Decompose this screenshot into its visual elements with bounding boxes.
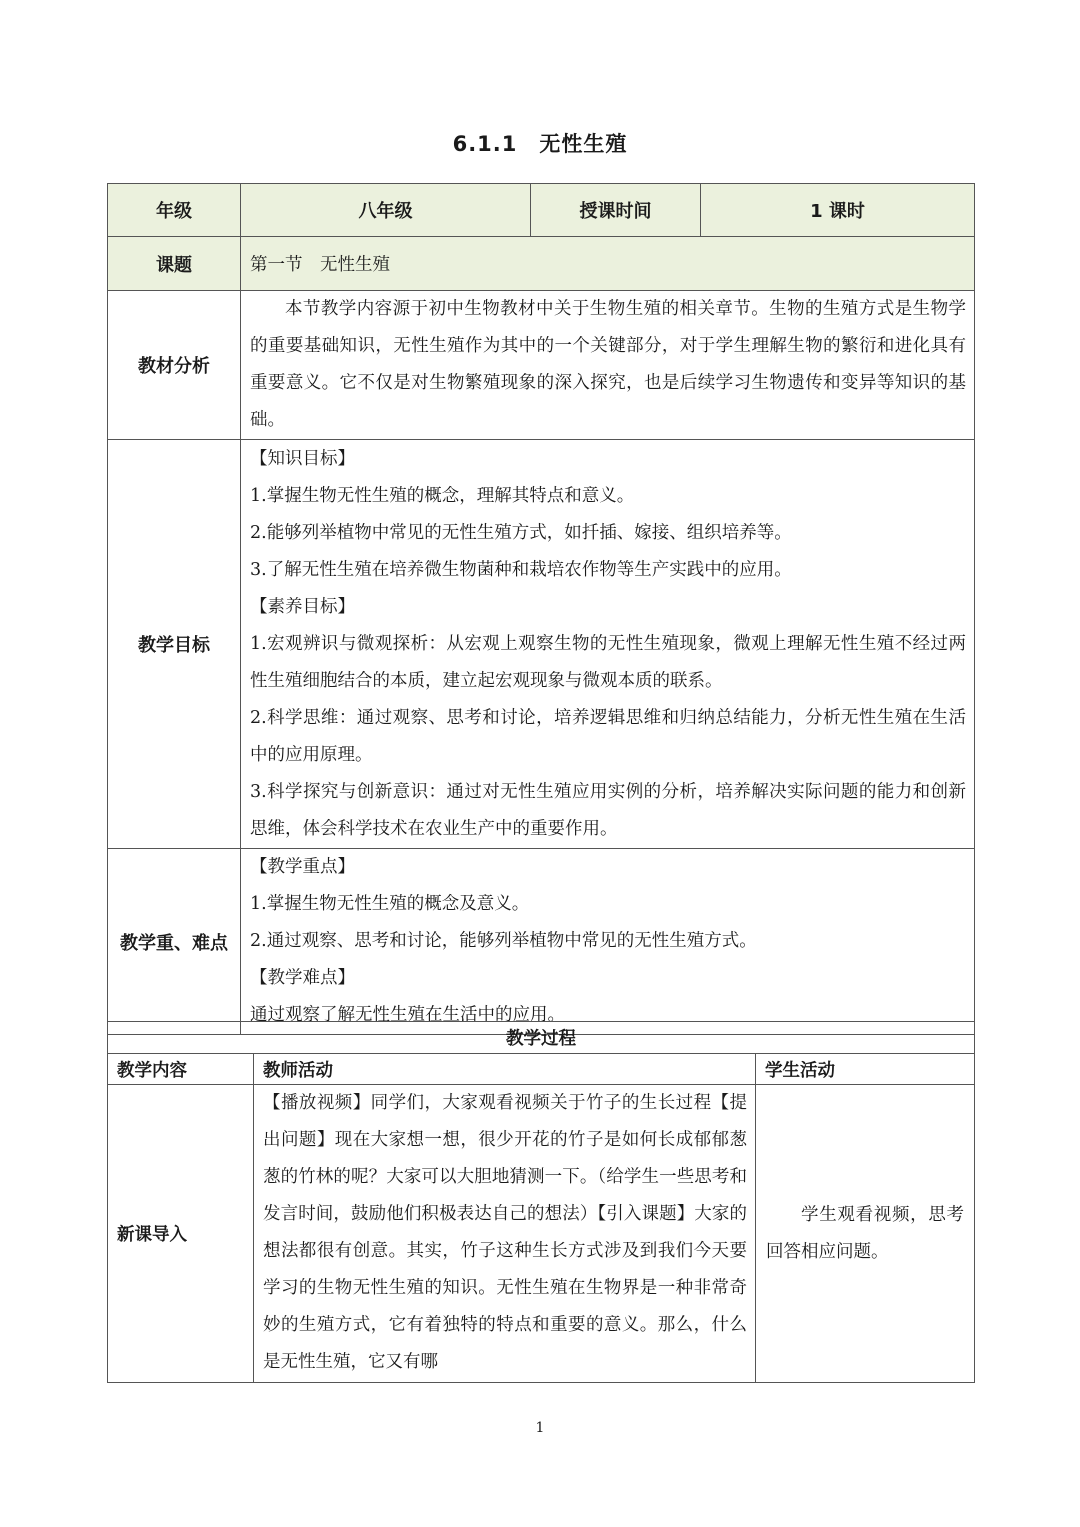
- lesson-plan-table: [107, 183, 975, 1035]
- keypoints-text: [241, 849, 975, 1035]
- keypoints-row: [108, 849, 975, 1035]
- keypoint-line: 2.通过观察、思考和讨论，能够列举植物中常见的无性生殖方式。: [250, 931, 757, 951]
- objective-line: 【知识目标】: [250, 448, 355, 469]
- time-value: 1 课时: [701, 184, 975, 237]
- page-number: 1: [535, 1420, 545, 1436]
- teaching-process-table: [107, 1021, 975, 1383]
- objective-line: 2.科学思维：通过观察、思考和讨论，培养逻辑思维和归纳总结能力，分析无性生殖在生活中的应用原理。: [250, 707, 966, 765]
- topic-row: [108, 237, 975, 291]
- topic-value: 第一节 无性生殖: [241, 237, 975, 291]
- col-teacher-header: 教师活动: [254, 1054, 756, 1085]
- objectives-text: [241, 440, 975, 849]
- objective-line: 1.宏观辨识与微观探析：从宏观上观察生物的无性生殖现象，微观上理解无性生殖不经过两性生殖细胞结合的本质，建立起宏观现象与微观本质的联系。: [250, 633, 966, 691]
- keypoints-label: 教学重、难点: [108, 849, 241, 1035]
- analysis-paragraph: 本节教学内容源于初中生物教材中关于生物生殖的相关章节。生物的生殖方式是生物学的重要基础知识，无性生殖作为其中的一个关键部分，对于学生理解生物的繁衍和进化具有重要意义。它不仅是对生物繁殖现象的深入探究，也是后续学习生物遗传和变异等知识的基础。: [250, 299, 966, 430]
- process-teacher: [254, 1085, 756, 1383]
- keypoint-line: 通过观察了解无性生殖在生活中的应用。: [250, 1005, 565, 1025]
- objectives-label: 教学目标: [108, 440, 241, 849]
- process-title-row: [108, 1022, 975, 1054]
- col-content-header: 教学内容: [108, 1054, 254, 1085]
- process-content: 新课导入: [108, 1085, 254, 1383]
- time-label: 授课时间: [531, 184, 701, 237]
- process-header-row: [108, 1054, 975, 1085]
- keypoint-line: 【教学难点】: [250, 968, 355, 988]
- objectives-row: [108, 440, 975, 849]
- objective-line: 2.能够列举植物中常见的无性生殖方式，如扦插、嫁接、组织培养等。: [250, 522, 792, 543]
- analysis-text: [241, 291, 975, 440]
- objective-line: 3.了解无性生殖在培养微生物菌种和栽培农作物等生产实践中的应用。: [250, 559, 792, 580]
- grade-value: 八年级: [241, 184, 531, 237]
- objective-line: 3.科学探究与创新意识：通过对无性生殖应用实例的分析，培养解决实际问题的能力和创新思维，体会科学技术在农业生产中的重要作用。: [250, 781, 966, 839]
- col-student-header: 学生活动: [756, 1054, 975, 1085]
- analysis-label: 教材分析: [108, 291, 241, 440]
- objective-line: 【素养目标】: [250, 596, 355, 617]
- teacher-activity-text: 【播放视频】同学们，大家观看视频关于竹子的生长过程【提出问题】现在大家想一想，很少开花的竹子是如何长成郁郁葱葱的竹林的呢？大家可以大胆地猜测一下。（给学生一些思考和发言时间，鼓励他们积极表达自己的想法）【引入课题】大家的想法都很有创意。其实，竹子这种生长方式涉及到我们今天要学习的生物无性生殖的知识。无性生殖在生物界是一种非常奇妙的生殖方式，它有着独特的特点和重要的意义。那么，什么是无性生殖，它又有哪: [263, 1093, 747, 1372]
- analysis-row: [108, 291, 975, 440]
- student-activity-text: 学生观看视频，思考回答相应问题。: [766, 1204, 965, 1262]
- process-student: [756, 1085, 975, 1383]
- grade-row: [108, 184, 975, 237]
- process-row: [108, 1085, 975, 1383]
- process-title: 教学过程: [108, 1022, 975, 1054]
- keypoint-line: 1.掌握生物无性生殖的概念及意义。: [250, 894, 530, 914]
- grade-label: 年级: [108, 184, 241, 237]
- objective-line: 1.掌握生物无性生殖的概念，理解其特点和意义。: [250, 485, 635, 506]
- page-title: 6.1.1 无性生殖: [452, 132, 628, 156]
- topic-label: 课题: [108, 237, 241, 291]
- keypoint-line: 【教学重点】: [250, 857, 355, 877]
